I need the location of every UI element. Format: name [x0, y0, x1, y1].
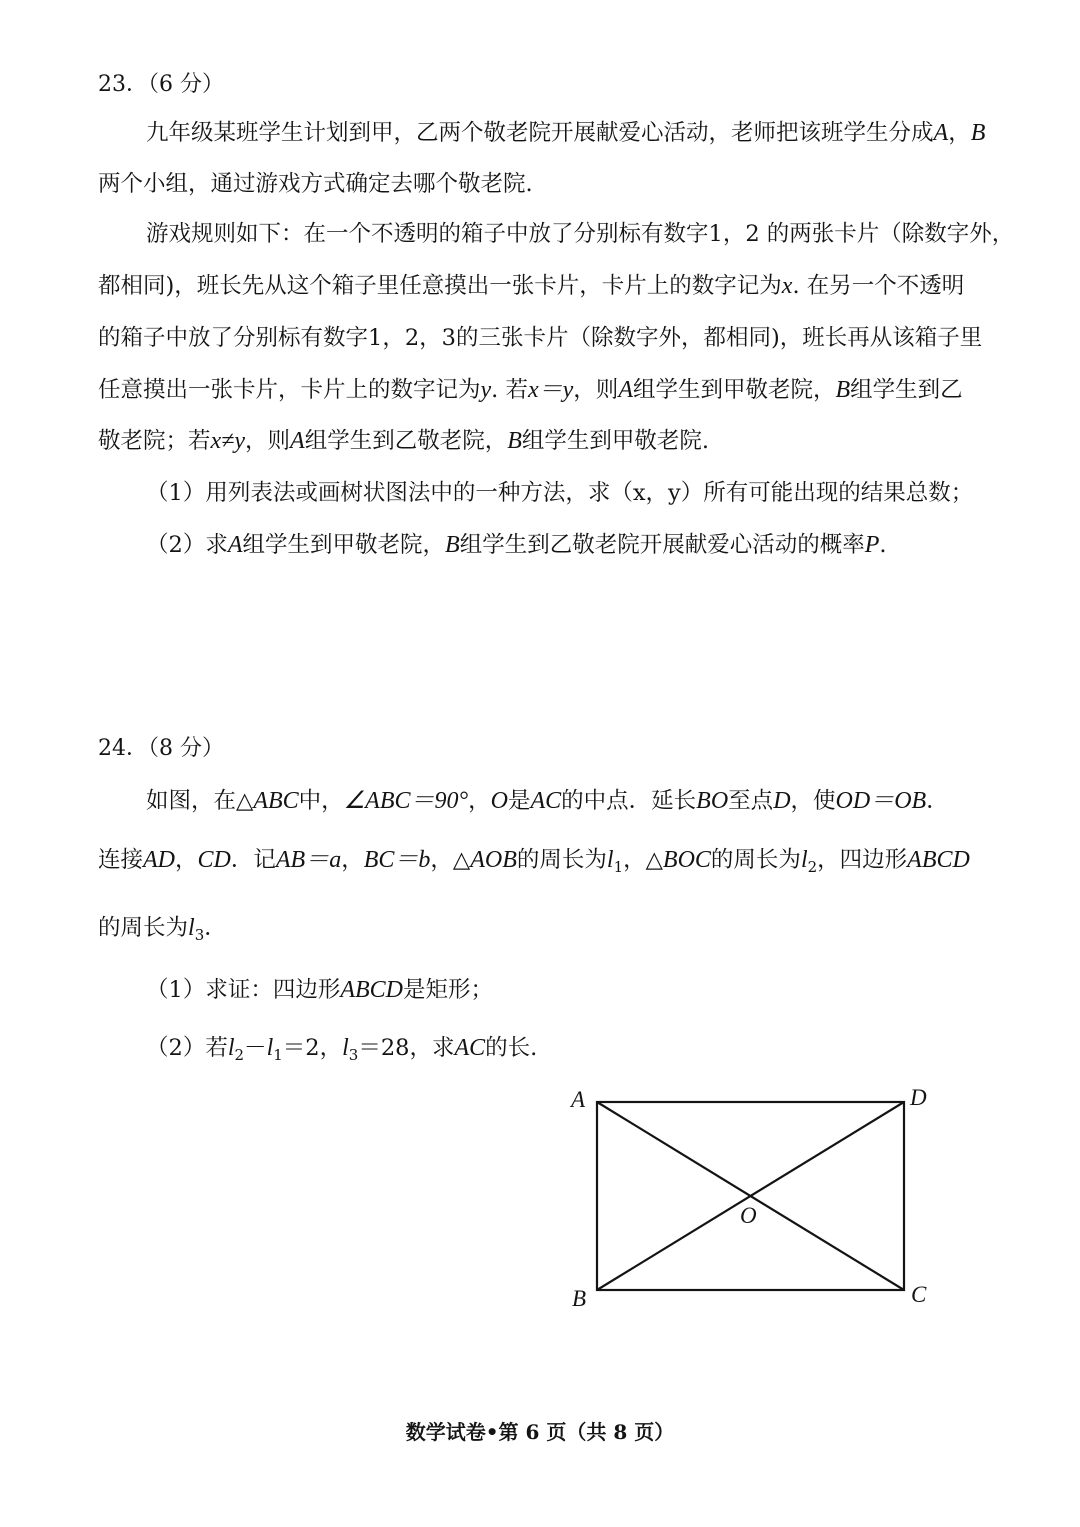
math-var: D — [773, 788, 791, 814]
q24-text: ＝28 — [358, 1035, 410, 1061]
rectangle-figure — [560, 1080, 940, 1320]
math-var: x — [781, 273, 793, 299]
math-var: A — [290, 428, 305, 454]
q24-text: ， — [341, 847, 364, 873]
q24-text: 的周长为 — [516, 847, 607, 873]
math-var: B — [445, 532, 460, 558]
q24-line2 — [98, 845, 970, 875]
math-var: BO — [696, 788, 729, 814]
q24-text: ， — [468, 788, 491, 814]
q23-line5: 的箱子中放了分别标有数字1，2，3的三张卡片（除数字外，都相同)，班长再从该箱子里 — [98, 325, 983, 351]
q23-line2: 两个小组，通过游戏方式确定去哪个敬老院. — [98, 171, 533, 197]
q24-text: ，△ — [623, 847, 663, 873]
math-expr: x≠y — [210, 428, 245, 454]
label-d: D — [910, 1085, 927, 1110]
q23-line3: 游戏规则如下：在一个不透明的箱子中放了分别标有数字1，2 的两张卡片（除数字外， — [146, 221, 1015, 247]
q24-text: ，使 — [790, 788, 836, 814]
q24-text: ， — [319, 1035, 343, 1061]
subscript: 3 — [194, 926, 205, 944]
math-var: AOB — [470, 847, 517, 873]
math-var: l — [188, 915, 195, 941]
subscript: 2 — [807, 858, 818, 876]
q24-text: ．记 — [230, 847, 276, 873]
q24-text: ，四边形 — [817, 847, 908, 873]
math-expr: AB＝a — [275, 847, 342, 873]
math-var: AD — [143, 847, 176, 873]
q23-text: 组学生到甲敬老院， — [632, 377, 836, 403]
math-var: y — [480, 377, 492, 403]
q24-line3 — [98, 913, 227, 943]
q24-text: 是矩形； — [403, 977, 494, 1003]
q23-text: 组学生到甲敬老院. — [521, 428, 710, 454]
math-expr: OD＝OB — [835, 788, 927, 814]
q23-text: . 在另一个不透明 — [792, 273, 965, 299]
q23-line1 — [146, 118, 985, 148]
math-var: P — [864, 532, 880, 558]
q24-line1 — [146, 786, 949, 816]
q24-part2 — [146, 1033, 537, 1063]
math-var: l — [266, 1035, 274, 1061]
q24-part1 — [146, 975, 493, 1005]
math-var: AC — [454, 1035, 486, 1061]
math-var: A — [618, 377, 633, 403]
math-expr: x＝y — [527, 377, 574, 403]
q24-text: （1）求证：四边形 — [146, 977, 341, 1003]
q24-text: 的长. — [485, 1035, 538, 1061]
q23-text: 组学生到甲敬老院， — [242, 532, 446, 558]
q24-text: 的中点．延长 — [561, 788, 697, 814]
label-b: B — [572, 1286, 587, 1311]
q24-text: 如图，在△ — [146, 788, 254, 814]
q24-text: ． — [204, 915, 227, 941]
q23-text: ，则 — [573, 377, 619, 403]
q23-text: 组学生到乙敬老院开展献爱心活动的概率 — [459, 532, 865, 558]
q24-text: 中， — [298, 788, 344, 814]
subscript: 3 — [348, 1046, 359, 1064]
q23-heading — [98, 70, 224, 100]
page-footer: 数学试卷•第 6 页（共 8 页） — [405, 1420, 675, 1444]
math-var: ABCD — [907, 847, 970, 873]
q24-text: 是 — [507, 788, 531, 814]
q24-text: ． — [926, 788, 949, 814]
q24-heading — [98, 734, 224, 764]
q23-text: 任意摸出一张卡片，卡片上的数字记为 — [98, 377, 481, 403]
q23-line4 — [98, 271, 964, 301]
math-expr: ∠ABC＝90° — [343, 788, 469, 814]
math-var: l — [800, 847, 808, 873]
math-var: B — [970, 120, 986, 146]
label-o: O — [740, 1203, 757, 1228]
q23-text: ，则 — [245, 428, 291, 454]
q24-text: 的周长为 — [710, 847, 801, 873]
label-a: A — [571, 1087, 586, 1112]
q24-text: ， — [175, 847, 198, 873]
q24-text: 的周长为 — [98, 915, 189, 941]
q24-text: ，求 — [409, 1035, 455, 1061]
math-var: l — [606, 847, 614, 873]
q23-text: 敬老院；若 — [98, 428, 211, 454]
q23-text: 组学生到乙 — [850, 377, 963, 403]
math-var: A — [933, 120, 949, 146]
q24-text: 至点 — [728, 788, 774, 814]
math-var: AC — [530, 788, 562, 814]
subscript: 2 — [234, 1046, 245, 1064]
math-var: B — [835, 377, 851, 403]
math-var: l — [227, 1035, 235, 1061]
subscript: 1 — [613, 858, 624, 876]
math-var: ABC — [253, 788, 299, 814]
q23-text: 组学生到乙敬老院， — [304, 428, 508, 454]
q23-line7 — [98, 426, 709, 456]
q23-text: ， — [948, 120, 971, 146]
math-var: O — [490, 788, 508, 814]
q24-text: ，△ — [430, 847, 471, 873]
q23-text: （2）求 — [146, 532, 228, 558]
subscript: 1 — [273, 1046, 283, 1064]
q23-part1: （1）用列表法或画树状图法中的一种方法，求（x，y）所有可能出现的结果总数； — [146, 480, 974, 506]
q24-text: － — [244, 1035, 267, 1061]
math-var: BOC — [662, 847, 711, 873]
q23-text: 都相同)，班长先从这个箱子里任意摸出一张卡片，卡片上的数字记为 — [98, 273, 782, 299]
q24-text: 连接 — [98, 847, 144, 873]
math-var: B — [507, 428, 522, 454]
q23-text: . 若 — [491, 377, 528, 403]
q24-number: 24． — [98, 736, 148, 761]
q24-score: （8 分） — [148, 736, 224, 761]
math-var: l — [342, 1035, 349, 1061]
q24-text: （2）若 — [146, 1035, 228, 1061]
q23-text: 九年级某班学生计划到甲，乙两个敬老院开展献爱心活动，老师把该班学生分成 — [146, 120, 934, 146]
math-var: ABCD — [340, 977, 403, 1003]
math-var: A — [227, 532, 243, 558]
q23-text: . — [879, 532, 887, 558]
q23-number: 23． — [98, 72, 148, 97]
q23-part2 — [146, 530, 887, 560]
q24-text: ＝2 — [282, 1035, 320, 1061]
math-expr: BC＝b — [363, 847, 431, 873]
label-c: C — [911, 1282, 927, 1307]
q23-line6 — [98, 375, 963, 405]
q23-score: （6 分） — [148, 72, 224, 97]
math-var: CD — [197, 847, 231, 873]
